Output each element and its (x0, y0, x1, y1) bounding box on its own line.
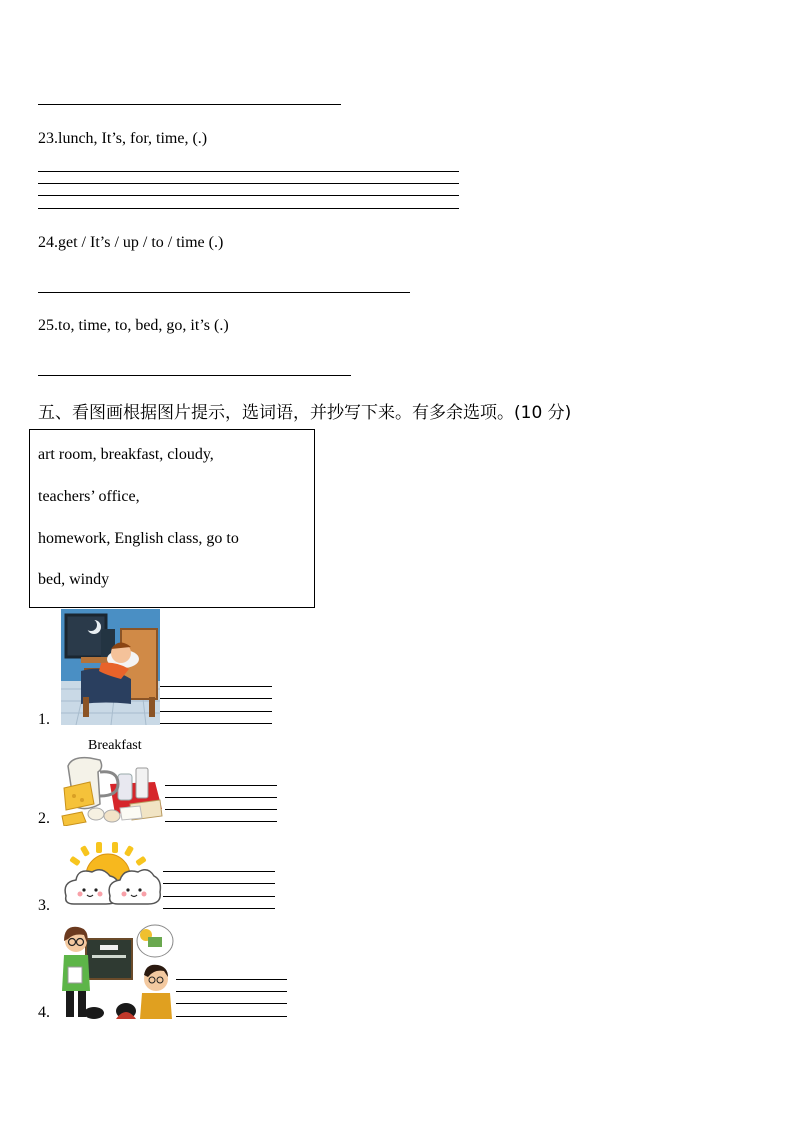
question-text: to, time, to, bed, go, it’s (.) (58, 317, 229, 334)
writing-line[interactable] (165, 785, 277, 786)
question-text: get / It’s / up / to / time (.) (58, 234, 224, 251)
item-number: 3. (38, 897, 50, 914)
boy-sleeping-picture (61, 609, 160, 725)
writing-line[interactable] (38, 195, 459, 196)
answer-line[interactable] (38, 375, 351, 376)
writing-line[interactable] (38, 171, 459, 172)
item-number: 4. (38, 1004, 50, 1021)
answer-line[interactable] (38, 292, 410, 293)
word-bank-line: bed, windy (38, 571, 110, 588)
writing-line[interactable] (176, 979, 287, 980)
word-bank-line: art room, breakfast, cloudy, (38, 446, 214, 463)
answer-line[interactable] (38, 104, 341, 105)
writing-line[interactable] (163, 871, 275, 872)
question-23 (38, 130, 207, 148)
writing-line[interactable] (163, 883, 275, 884)
writing-line[interactable] (176, 991, 287, 992)
item-number: 1. (38, 711, 50, 728)
writing-line[interactable] (165, 809, 277, 810)
word-bank-line: homework, English class, go to (38, 530, 239, 547)
writing-line[interactable] (38, 183, 459, 184)
breakfast-picture (60, 754, 165, 826)
writing-line[interactable] (163, 908, 275, 909)
question-number: 24. (38, 234, 58, 251)
writing-line[interactable] (160, 723, 272, 724)
word-bank-line: teachers’ office, (38, 488, 140, 505)
english-class-picture (60, 921, 176, 1019)
writing-line[interactable] (160, 686, 272, 687)
writing-line[interactable] (165, 821, 277, 822)
writing-line[interactable] (160, 698, 272, 699)
question-25 (38, 317, 229, 335)
item-number: 2. (38, 810, 50, 827)
sun-cloud-picture (62, 842, 162, 908)
writing-line[interactable] (38, 208, 459, 209)
word-bank (29, 429, 315, 608)
section-heading: 五、看图画根据图片提示，选词语，并抄写下来。有多余选项。(10 分) (38, 403, 572, 423)
question-number: 23. (38, 130, 58, 147)
question-number: 25. (38, 317, 58, 334)
writing-line[interactable] (176, 1003, 287, 1004)
picture-caption: Breakfast (88, 738, 142, 753)
question-24 (38, 234, 223, 252)
writing-line[interactable] (176, 1016, 287, 1017)
question-text: lunch, It’s, for, time, (.) (58, 130, 208, 147)
writing-line[interactable] (165, 797, 277, 798)
writing-line[interactable] (163, 896, 275, 897)
writing-line[interactable] (160, 711, 272, 712)
